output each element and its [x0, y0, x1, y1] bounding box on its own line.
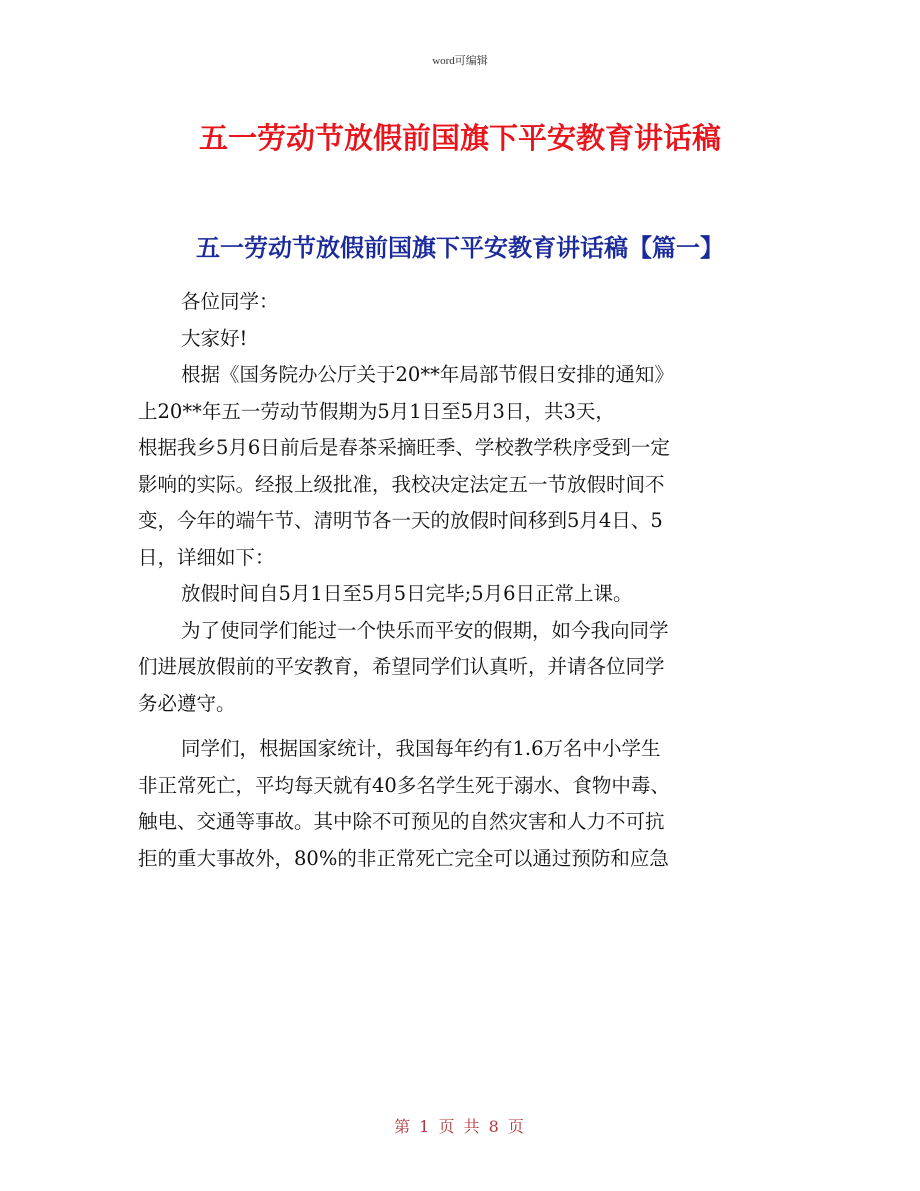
paragraph-line: 务必遵守。: [138, 691, 236, 715]
paragraph-line: 放假时间自5月1日至5月5日完毕;5月6日正常上课。: [181, 582, 633, 605]
paragraph-line: 们进展放假前的平安教育，希望同学们认真听，并请各位同学: [138, 655, 665, 678]
greeting-line: 大家好!: [181, 326, 248, 350]
salutation-line: 各位同学：: [181, 290, 279, 313]
paragraph-line: 同学们，根据国家统计，我国每年约有1.6万名中小学生: [181, 737, 661, 760]
header-note: word可编辑: [432, 55, 488, 67]
page-number-footer: 第 1 页 共 8 页: [394, 1117, 526, 1136]
paragraph-line: 日，详细如下：: [138, 545, 275, 569]
paragraph-line: 拒的重大事故外，80%的非正常死亡完全可以通过预防和应急: [138, 846, 669, 870]
paragraph-line: 影响的实际。经报上级批准，我校决定法定五一节放假时间不: [138, 472, 665, 496]
paragraph-line: 为了使同学们能过一个快乐而平安的假期，如今我向同学: [181, 618, 669, 642]
main-title: 五一劳动节放假前国旗下平安教育讲话稿: [198, 121, 721, 155]
paragraph-line: 根据《国务院办公厅关于20**年局部节假日安排的通知》: [181, 363, 674, 386]
paragraph-line: 根据我乡5月6日前后是春茶采摘旺季、学校教学秩序受到一定: [138, 436, 670, 459]
paragraph-line: 变，今年的端午节、清明节各一天的放假时间移到5月4日、5: [138, 509, 663, 532]
paragraph-line: 触电、交通等事故。其中除不可预见的自然灾害和人力不可抗: [138, 810, 665, 833]
body-text: [138, 284, 788, 877]
section-title: 五一劳动节放假前国旗下平安教育讲话稿【篇一】: [196, 234, 724, 262]
paragraph-line: 非正常死亡，平均每天就有40多名学生死于溺水、食物中毒、: [138, 773, 670, 797]
paragraph-line: 上20**年五一劳动节假期为5月1日至5月3日，共3天，: [138, 399, 615, 423]
